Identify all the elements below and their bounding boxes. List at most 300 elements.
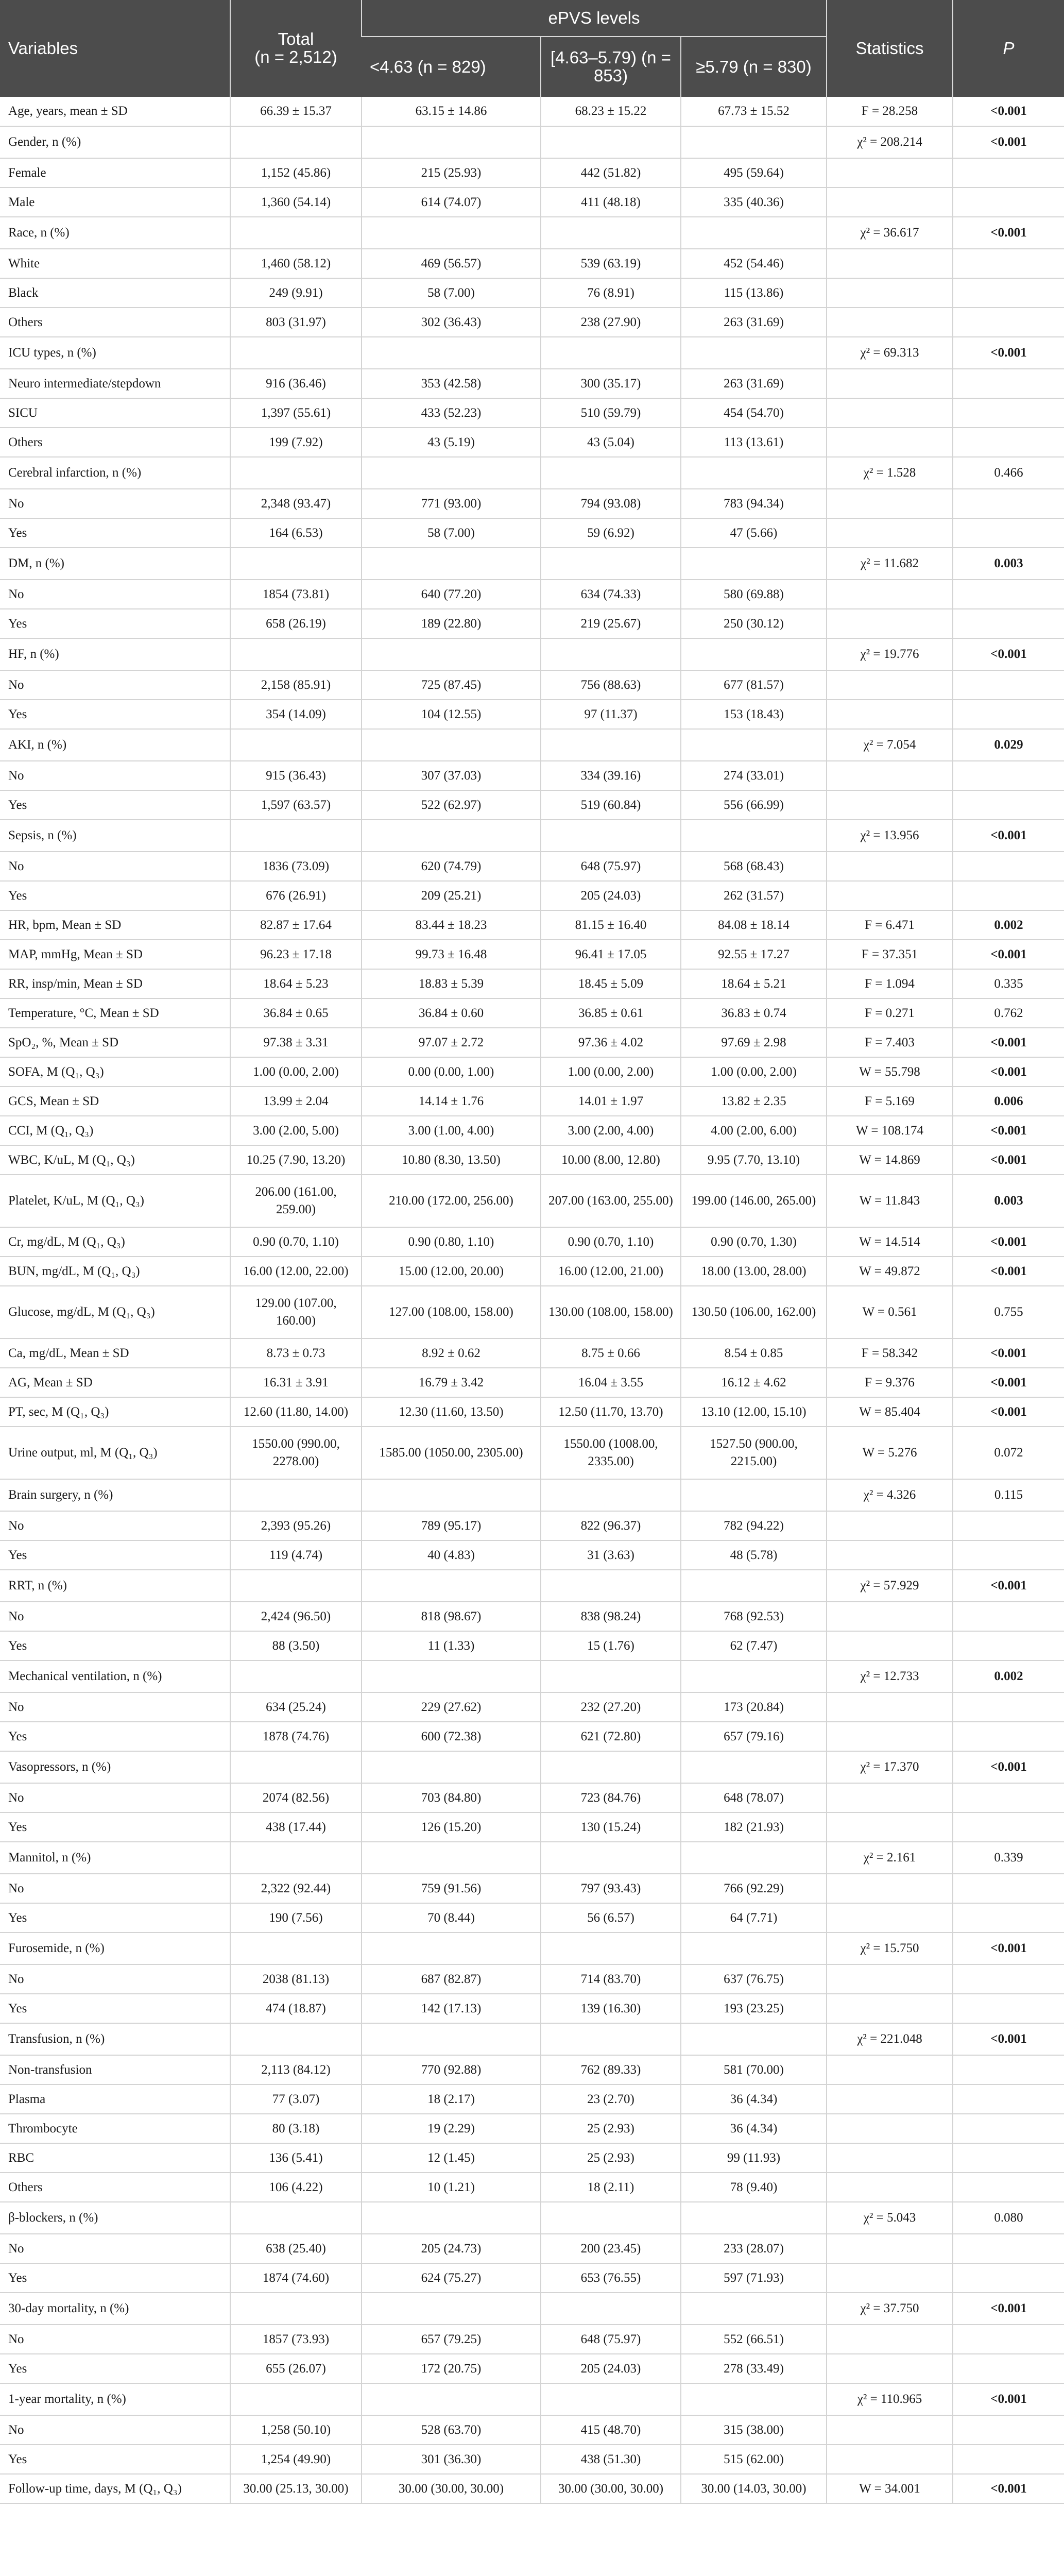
variable-label-cell: No — [0, 1964, 230, 1994]
table-row — [0, 369, 1064, 398]
statistics-cell: W = 14.869 — [827, 1145, 953, 1175]
total-cell: 1,597 (63.57) — [230, 790, 362, 820]
variable-label-cell: No — [0, 1874, 230, 1903]
total-cell: 2074 (82.56) — [230, 1783, 362, 1812]
total-cell: 88 (3.50) — [230, 1631, 362, 1660]
table-row — [0, 910, 1064, 940]
group-mid-cell: 12.50 (11.70, 13.70) — [541, 1397, 681, 1427]
group-low-cell — [362, 729, 541, 761]
statistics-cell: χ² = 4.326 — [827, 1479, 953, 1511]
group-mid-cell: 10.00 (8.00, 12.80) — [541, 1145, 681, 1175]
group-mid-cell: 232 (27.20) — [541, 1692, 681, 1722]
total-cell: 354 (14.09) — [230, 700, 362, 729]
table-row — [0, 1116, 1064, 1145]
statistics-cell — [827, 428, 953, 457]
group-high-cell: 199.00 (146.00, 265.00) — [681, 1175, 827, 1227]
p-value-cell — [953, 2263, 1064, 2293]
total-cell: 1550.00 (990.00, 2278.00) — [230, 1427, 362, 1479]
group-mid-cell — [541, 1933, 681, 1964]
variable-label-cell: SOFA, M (Q₁, Q₃) — [0, 1057, 230, 1087]
statistics-cell — [827, 2263, 953, 2293]
group-mid-cell: 16.04 ± 3.55 — [541, 1368, 681, 1397]
p-value-cell: 0.003 — [953, 1175, 1064, 1227]
p-value-cell: 0.755 — [953, 1286, 1064, 1338]
table-row — [0, 852, 1064, 881]
group-mid-cell: 139 (16.30) — [541, 1994, 681, 2023]
group-low-cell: 759 (91.56) — [362, 1874, 541, 1903]
group-high-cell — [681, 1570, 827, 1602]
group-low-cell: 522 (62.97) — [362, 790, 541, 820]
group-high-cell: 182 (21.93) — [681, 1812, 827, 1842]
group-low-cell: 771 (93.00) — [362, 489, 541, 518]
p-value-cell — [953, 1602, 1064, 1631]
total-cell: 1,460 (58.12) — [230, 249, 362, 278]
group-high-cell: 0.90 (0.70, 1.30) — [681, 1227, 827, 1257]
total-cell: 190 (7.56) — [230, 1903, 362, 1933]
variable-label-cell: RR, insp/min, Mean ± SD — [0, 969, 230, 998]
p-value-cell — [953, 2173, 1064, 2202]
group-low-cell: 703 (84.80) — [362, 1783, 541, 1812]
group-high-cell: 263 (31.69) — [681, 369, 827, 398]
group-low-cell — [362, 2293, 541, 2325]
variable-label-cell: Plasma — [0, 2084, 230, 2114]
group-high-cell: 657 (79.16) — [681, 1722, 827, 1751]
variable-label-cell: Thrombocyte — [0, 2114, 230, 2143]
statistics-cell: χ² = 1.528 — [827, 457, 953, 489]
statistics-cell: W = 11.843 — [827, 1175, 953, 1227]
variable-label-cell: 30-day mortality, n (%) — [0, 2293, 230, 2325]
total-cell — [230, 457, 362, 489]
group-low-cell: 18.83 ± 5.39 — [362, 969, 541, 998]
group-high-cell: 16.12 ± 4.62 — [681, 1368, 827, 1397]
total-cell — [230, 2383, 362, 2415]
p-value-cell: <0.001 — [953, 217, 1064, 249]
variable-label-cell: RBC — [0, 2143, 230, 2173]
table-header — [0, 0, 1064, 97]
group-high-cell: 1.00 (0.00, 2.00) — [681, 1057, 827, 1087]
group-high-cell: 597 (71.93) — [681, 2263, 827, 2293]
group-mid-cell: 621 (72.80) — [541, 1722, 681, 1751]
table-row — [0, 881, 1064, 910]
group-mid-cell: 238 (27.90) — [541, 308, 681, 337]
p-value-cell: <0.001 — [953, 2383, 1064, 2415]
group-low-cell: 640 (77.20) — [362, 580, 541, 609]
statistics-cell — [827, 2415, 953, 2445]
variable-label-cell: Ca, mg/dL, Mean ± SD — [0, 1338, 230, 1368]
variable-label-cell: BUN, mg/dL, M (Q₁, Q₃) — [0, 1257, 230, 1286]
group-high-cell: 193 (23.25) — [681, 1994, 827, 2023]
p-value-cell: <0.001 — [953, 97, 1064, 126]
group-low-cell: 3.00 (1.00, 4.00) — [362, 1116, 541, 1145]
group-high-cell — [681, 1479, 827, 1511]
total-cell: 1836 (73.09) — [230, 852, 362, 881]
p-value-cell: 0.072 — [953, 1427, 1064, 1479]
group-low-cell: 16.79 ± 3.42 — [362, 1368, 541, 1397]
group-high-cell: 64 (7.71) — [681, 1903, 827, 1933]
table-row — [0, 1994, 1064, 2023]
group-high-cell: 99 (11.93) — [681, 2143, 827, 2173]
header-total-n: (n = 2,512) — [254, 47, 337, 66]
total-cell — [230, 1570, 362, 1602]
group-low-cell: 126 (15.20) — [362, 1812, 541, 1842]
group-low-cell — [362, 1570, 541, 1602]
group-high-cell: 556 (66.99) — [681, 790, 827, 820]
p-value-cell — [953, 670, 1064, 700]
group-low-cell — [362, 2383, 541, 2415]
group-low-cell: 1585.00 (1050.00, 2305.00) — [362, 1427, 541, 1479]
variable-label-cell: Yes — [0, 2354, 230, 2383]
table-row — [0, 2084, 1064, 2114]
group-high-cell: 62 (7.47) — [681, 1631, 827, 1660]
p-value-cell: <0.001 — [953, 1257, 1064, 1286]
group-mid-cell: 8.75 ± 0.66 — [541, 1338, 681, 1368]
total-cell: 36.84 ± 0.65 — [230, 998, 362, 1028]
group-mid-cell — [541, 820, 681, 852]
p-value-cell — [953, 761, 1064, 790]
group-mid-cell: 648 (75.97) — [541, 852, 681, 881]
table-row — [0, 1145, 1064, 1175]
p-value-cell — [953, 398, 1064, 428]
group-high-cell: 495 (59.64) — [681, 158, 827, 188]
group-low-cell: 40 (4.83) — [362, 1540, 541, 1570]
variable-label-cell: Transfusion, n (%) — [0, 2023, 230, 2055]
variable-label-cell: Yes — [0, 881, 230, 910]
group-high-cell: 552 (66.51) — [681, 2325, 827, 2354]
group-mid-cell: 300 (35.17) — [541, 369, 681, 398]
variable-label-cell: GCS, Mean ± SD — [0, 1087, 230, 1116]
variable-label-cell: No — [0, 1511, 230, 1540]
total-cell: 803 (31.97) — [230, 308, 362, 337]
group-low-cell: 19 (2.29) — [362, 2114, 541, 2143]
group-low-cell: 99.73 ± 16.48 — [362, 940, 541, 969]
header-total — [230, 0, 362, 97]
group-mid-cell: 25 (2.93) — [541, 2114, 681, 2143]
group-mid-cell: 97 (11.37) — [541, 700, 681, 729]
table-row — [0, 2325, 1064, 2354]
table-row — [0, 1631, 1064, 1660]
group-high-cell — [681, 1933, 827, 1964]
table-row — [0, 998, 1064, 1028]
statistics-cell: W = 55.798 — [827, 1057, 953, 1087]
group-low-cell: 770 (92.88) — [362, 2055, 541, 2084]
table-row — [0, 308, 1064, 337]
table-row — [0, 1257, 1064, 1286]
table-row — [0, 2114, 1064, 2143]
total-cell: 206.00 (161.00, 259.00) — [230, 1175, 362, 1227]
group-mid-cell: 519 (60.84) — [541, 790, 681, 820]
group-low-cell: 83.44 ± 18.23 — [362, 910, 541, 940]
p-value-cell: 0.002 — [953, 910, 1064, 940]
category-row — [0, 1570, 1064, 1602]
group-mid-cell: 762 (89.33) — [541, 2055, 681, 2084]
group-high-cell: 36 (4.34) — [681, 2114, 827, 2143]
group-low-cell: 0.00 (0.00, 1.00) — [362, 1057, 541, 1087]
statistics-cell: F = 0.271 — [827, 998, 953, 1028]
variable-label-cell: Urine output, ml, M (Q₁, Q₃) — [0, 1427, 230, 1479]
statistics-cell — [827, 1874, 953, 1903]
group-mid-cell: 56 (6.57) — [541, 1903, 681, 1933]
total-cell: 199 (7.92) — [230, 428, 362, 457]
group-high-cell — [681, 457, 827, 489]
statistics-cell: W = 108.174 — [827, 1116, 953, 1145]
group-low-cell: 469 (56.57) — [362, 249, 541, 278]
table-row — [0, 1087, 1064, 1116]
group-mid-cell: 59 (6.92) — [541, 518, 681, 548]
total-cell: 1,152 (45.86) — [230, 158, 362, 188]
category-row — [0, 1933, 1064, 1964]
statistics-cell: F = 1.094 — [827, 969, 953, 998]
group-mid-cell — [541, 1660, 681, 1692]
variable-label-cell: AG, Mean ± SD — [0, 1368, 230, 1397]
statistics-cell — [827, 158, 953, 188]
statistics-cell: W = 5.276 — [827, 1427, 953, 1479]
total-cell: 119 (4.74) — [230, 1540, 362, 1570]
statistics-cell — [827, 700, 953, 729]
group-low-cell: 210.00 (172.00, 256.00) — [362, 1175, 541, 1227]
group-high-cell: 233 (28.07) — [681, 2234, 827, 2263]
statistics-cell: W = 0.561 — [827, 1286, 953, 1338]
group-low-cell — [362, 548, 541, 580]
group-high-cell — [681, 2383, 827, 2415]
total-cell: 676 (26.91) — [230, 881, 362, 910]
table-row — [0, 249, 1064, 278]
table-row — [0, 2474, 1064, 2503]
group-high-cell: 173 (20.84) — [681, 1692, 827, 1722]
p-value-cell: <0.001 — [953, 337, 1064, 369]
table-row — [0, 1028, 1064, 1057]
group-high-cell: 130.50 (106.00, 162.00) — [681, 1286, 827, 1338]
p-value-cell: 0.762 — [953, 998, 1064, 1028]
group-low-cell: 433 (52.23) — [362, 398, 541, 428]
group-high-cell: 515 (62.00) — [681, 2445, 827, 2474]
variable-label-cell: Yes — [0, 1994, 230, 2023]
group-mid-cell: 76 (8.91) — [541, 278, 681, 308]
group-high-cell: 18.64 ± 5.21 — [681, 969, 827, 998]
variable-label-cell: Yes — [0, 1631, 230, 1660]
group-mid-cell: 18.45 ± 5.09 — [541, 969, 681, 998]
group-high-cell: 454 (54.70) — [681, 398, 827, 428]
group-high-cell: 768 (92.53) — [681, 1602, 827, 1631]
group-low-cell — [362, 1479, 541, 1511]
p-value-cell — [953, 489, 1064, 518]
group-low-cell: 15.00 (12.00, 20.00) — [362, 1257, 541, 1286]
group-high-cell: 568 (68.43) — [681, 852, 827, 881]
total-cell — [230, 2023, 362, 2055]
group-low-cell — [362, 337, 541, 369]
statistics-cell: F = 7.403 — [827, 1028, 953, 1057]
group-high-cell: 335 (40.36) — [681, 188, 827, 217]
statistics-cell — [827, 278, 953, 308]
group-high-cell — [681, 217, 827, 249]
total-cell: 16.00 (12.00, 22.00) — [230, 1257, 362, 1286]
statistics-cell: χ² = 221.048 — [827, 2023, 953, 2055]
statistics-cell: χ² = 5.043 — [827, 2202, 953, 2234]
variable-label-cell: Platelet, K/uL, M (Q₁, Q₃) — [0, 1175, 230, 1227]
statistics-cell: χ² = 208.214 — [827, 126, 953, 158]
p-value-cell: 0.115 — [953, 1479, 1064, 1511]
group-low-cell: 725 (87.45) — [362, 670, 541, 700]
group-high-cell: 637 (76.75) — [681, 1964, 827, 1994]
p-value-cell — [953, 700, 1064, 729]
group-high-cell — [681, 126, 827, 158]
group-low-cell: 36.84 ± 0.60 — [362, 998, 541, 1028]
total-cell — [230, 126, 362, 158]
variable-label-cell: Non-transfusion — [0, 2055, 230, 2084]
statistics-cell — [827, 518, 953, 548]
group-mid-cell: 205 (24.03) — [541, 881, 681, 910]
group-mid-cell: 15 (1.76) — [541, 1631, 681, 1660]
total-cell: 2038 (81.13) — [230, 1964, 362, 1994]
group-low-cell — [362, 820, 541, 852]
variable-label-cell: Yes — [0, 1722, 230, 1751]
table-row — [0, 1692, 1064, 1722]
table-row — [0, 1602, 1064, 1631]
header-statistics: Statistics — [827, 0, 953, 97]
category-row — [0, 126, 1064, 158]
group-mid-cell: 43 (5.04) — [541, 428, 681, 457]
group-high-cell: 262 (31.57) — [681, 881, 827, 910]
group-low-cell: 215 (25.93) — [362, 158, 541, 188]
total-cell: 8.73 ± 0.73 — [230, 1338, 362, 1368]
p-value-cell — [953, 1692, 1064, 1722]
statistics-cell — [827, 881, 953, 910]
variable-label-cell: PT, sec, M (Q₁, Q₃) — [0, 1397, 230, 1427]
group-mid-cell: 539 (63.19) — [541, 249, 681, 278]
p-value-cell — [953, 790, 1064, 820]
group-low-cell: 70 (8.44) — [362, 1903, 541, 1933]
group-high-cell: 115 (13.86) — [681, 278, 827, 308]
group-mid-cell — [541, 548, 681, 580]
table-body — [0, 97, 1064, 2503]
group-low-cell: 172 (20.75) — [362, 2354, 541, 2383]
total-cell — [230, 217, 362, 249]
group-low-cell: 97.07 ± 2.72 — [362, 1028, 541, 1057]
variable-label-cell: No — [0, 1692, 230, 1722]
statistics-cell — [827, 2173, 953, 2202]
p-value-cell — [953, 852, 1064, 881]
group-low-cell — [362, 2202, 541, 2234]
group-mid-cell: 411 (48.18) — [541, 188, 681, 217]
statistics-cell — [827, 2325, 953, 2354]
variable-label-cell: 1-year mortality, n (%) — [0, 2383, 230, 2415]
p-value-cell — [953, 428, 1064, 457]
group-low-cell: 818 (98.67) — [362, 1602, 541, 1631]
category-row — [0, 1842, 1064, 1874]
variable-label-cell: Temperature, °C, Mean ± SD — [0, 998, 230, 1028]
statistics-cell: χ² = 13.956 — [827, 820, 953, 852]
p-value-cell: <0.001 — [953, 2474, 1064, 2503]
statistics-cell: χ² = 7.054 — [827, 729, 953, 761]
group-mid-cell: 3.00 (2.00, 4.00) — [541, 1116, 681, 1145]
total-cell: 97.38 ± 3.31 — [230, 1028, 362, 1057]
category-row — [0, 548, 1064, 580]
table-row — [0, 700, 1064, 729]
statistics-cell — [827, 2084, 953, 2114]
category-row — [0, 820, 1064, 852]
group-high-cell: 9.95 (7.70, 13.10) — [681, 1145, 827, 1175]
total-cell — [230, 1751, 362, 1783]
category-row — [0, 337, 1064, 369]
variable-label-cell: MAP, mmHg, Mean ± SD — [0, 940, 230, 969]
total-cell: 655 (26.07) — [230, 2354, 362, 2383]
table-row — [0, 609, 1064, 638]
group-low-cell: 301 (36.30) — [362, 2445, 541, 2474]
category-row — [0, 2383, 1064, 2415]
variable-label-cell: Yes — [0, 609, 230, 638]
statistics-cell — [827, 1903, 953, 1933]
group-mid-cell — [541, 337, 681, 369]
total-cell — [230, 2293, 362, 2325]
group-mid-cell: 130.00 (108.00, 158.00) — [541, 1286, 681, 1338]
group-mid-cell: 36.85 ± 0.61 — [541, 998, 681, 1028]
header-group-high: ≥5.79 (n = 830) — [681, 37, 827, 97]
variable-label-cell: Others — [0, 2173, 230, 2202]
p-value-cell: <0.001 — [953, 1338, 1064, 1368]
variable-label-cell: Glucose, mg/dL, M (Q₁, Q₃) — [0, 1286, 230, 1338]
group-low-cell — [362, 1751, 541, 1783]
table-row — [0, 1903, 1064, 1933]
table-row — [0, 1368, 1064, 1397]
category-row — [0, 457, 1064, 489]
p-value-cell — [953, 1874, 1064, 1903]
total-cell: 1874 (74.60) — [230, 2263, 362, 2293]
group-high-cell: 47 (5.66) — [681, 518, 827, 548]
group-low-cell: 205 (24.73) — [362, 2234, 541, 2263]
statistics-cell: W = 34.001 — [827, 2474, 953, 2503]
variable-label-cell: Yes — [0, 700, 230, 729]
category-row — [0, 1479, 1064, 1511]
group-mid-cell: 130 (15.24) — [541, 1812, 681, 1842]
group-low-cell — [362, 126, 541, 158]
variable-label-cell: No — [0, 670, 230, 700]
group-high-cell: 30.00 (14.03, 30.00) — [681, 2474, 827, 2503]
group-mid-cell: 822 (96.37) — [541, 1511, 681, 1540]
group-high-cell: 97.69 ± 2.98 — [681, 1028, 827, 1057]
statistics-cell — [827, 489, 953, 518]
statistics-cell — [827, 369, 953, 398]
group-high-cell — [681, 2293, 827, 2325]
variable-label-cell: No — [0, 852, 230, 881]
total-cell: 249 (9.91) — [230, 278, 362, 308]
p-value-cell: <0.001 — [953, 940, 1064, 969]
group-low-cell: 302 (36.43) — [362, 308, 541, 337]
group-low-cell: 43 (5.19) — [362, 428, 541, 457]
group-low-cell: 63.15 ± 14.86 — [362, 97, 541, 126]
group-mid-cell: 1.00 (0.00, 2.00) — [541, 1057, 681, 1087]
variable-label-cell: AKI, n (%) — [0, 729, 230, 761]
group-high-cell: 84.08 ± 18.14 — [681, 910, 827, 940]
group-high-cell — [681, 2202, 827, 2234]
group-high-cell: 766 (92.29) — [681, 1874, 827, 1903]
p-value-cell — [953, 1964, 1064, 1994]
table-row — [0, 1540, 1064, 1570]
variable-label-cell: Yes — [0, 2263, 230, 2293]
table-row — [0, 2263, 1064, 2293]
group-low-cell: 10.80 (8.30, 13.50) — [362, 1145, 541, 1175]
group-high-cell: 13.10 (12.00, 15.10) — [681, 1397, 827, 1427]
group-low-cell: 142 (17.13) — [362, 1994, 541, 2023]
statistics-cell — [827, 1631, 953, 1660]
statistics-cell: χ² = 19.776 — [827, 638, 953, 670]
total-cell: 658 (26.19) — [230, 609, 362, 638]
variable-label-cell: Brain surgery, n (%) — [0, 1479, 230, 1511]
group-low-cell — [362, 638, 541, 670]
group-high-cell — [681, 548, 827, 580]
total-cell — [230, 1479, 362, 1511]
statistics-cell — [827, 1692, 953, 1722]
statistics-cell — [827, 580, 953, 609]
p-value-cell: <0.001 — [953, 126, 1064, 158]
